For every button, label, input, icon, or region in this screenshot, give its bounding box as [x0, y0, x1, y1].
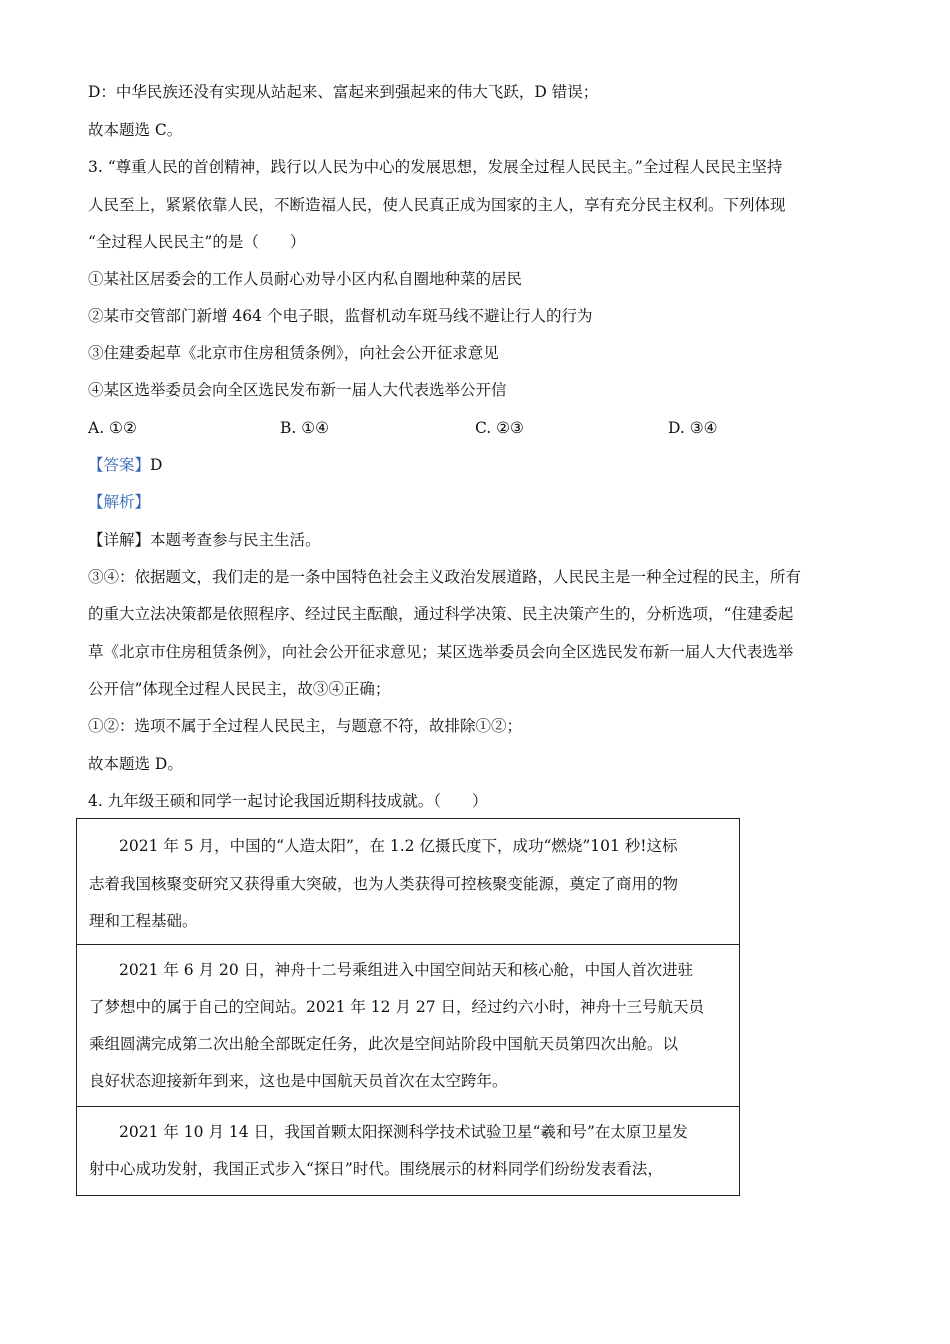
material-2-line-1: 2021 年 6 月 20 日，神舟十二号乘组进入中国空间站天和核心舱，中国人首次进驻 [119, 961, 694, 979]
q3-exclude-line: ①②：选项不属于全过程人民民主，与题意不符，故排除①②； [88, 717, 523, 735]
q4-stem: 4. 九年级王硕和同学一起讨论我国近期科技成就。（ ） [88, 792, 488, 810]
q3-stem-line-1: 3. “尊重人民的首创精神，践行以人民为中心的发展思想，发展全过程人民民主。”全过程人民民主坚持 [88, 158, 783, 176]
material-2-line-2: 了梦想中的属于自己的空间站。2021 年 12 月 27 日，经过约六小时，神舟十三号航天员 [89, 998, 705, 1016]
q3-final-answer: 故本题选 D。 [88, 755, 183, 773]
material-2-line-3: 乘组圆满完成第二次出舱全部既定任务，此次是空间站阶段中国航天员第四次出舱。以 [89, 1035, 679, 1053]
q3-stem-line-3: “全过程人民民主”的是（ ） [88, 233, 306, 251]
q4-material-table [76, 818, 740, 1196]
q3-option-a: A. ①② [88, 419, 137, 437]
q3-option-b: B. ①④ [280, 419, 330, 437]
q3-option-c: C. ②③ [475, 419, 524, 437]
q3-explain-line-3: 草《北京市住房租赁条例》，向社会公开征求意见；某区选举委员会向全区选民发布新一届人大代表选举 [88, 643, 794, 661]
answer-tag: 【答案】 [88, 456, 151, 474]
prev-option-d-explanation: D：中华民族还没有实现从站起来、富起来到强起来的伟大飞跃，D 错误； [88, 83, 599, 101]
q3-analysis-heading [88, 492, 150, 512]
q3-explain-line-4: 公开信”体现全过程人民民主，故③④正确； [88, 680, 391, 698]
prev-answer-line: 故本题选 C。 [88, 121, 183, 139]
material-cell-xihe-satellite [77, 1107, 739, 1195]
material-1-line-2: 志着我国核聚变研究又获得重大突破，也为人类获得可控核聚变能源，奠定了商用的物 [89, 875, 679, 893]
q3-item-4: ④某区选举委员会向全区选民发布新一届人大代表选举公开信 [88, 381, 507, 399]
material-3-line-1: 2021 年 10 月 14 日，我国首颗太阳探测科学技术试验卫星“羲和号”在太原卫星发 [119, 1123, 688, 1141]
q3-item-1: ①某社区居委会的工作人员耐心劝导小区内私自圈地种菜的居民 [88, 270, 523, 288]
material-cell-artificial-sun [77, 819, 739, 945]
material-cell-space-station [77, 945, 739, 1107]
q3-item-3: ③住建委起草《北京市住房租赁条例》，向社会公开征求意见 [88, 344, 499, 362]
answer-value: D [150, 456, 163, 474]
q3-answer [88, 455, 162, 475]
detail-text: 本题考查参与民主生活。 [150, 531, 321, 549]
q3-option-d: D. ③④ [668, 419, 718, 437]
q3-explain-line-1: ③④：依据题文，我们走的是一条中国特色社会主义政治发展道路，人民民主是一种全过程的民主，所有 [88, 568, 802, 586]
detail-tag: 【详解】 [88, 531, 151, 549]
analysis-tag: 【解析】 [88, 493, 151, 511]
material-3-line-2: 射中心成功发射，我国正式步入“探日”时代。围绕展示的材料同学们纷纷发表看法， [89, 1160, 663, 1178]
q3-item-2: ②某市交管部门新增 464 个电子眼，监督机动车斑马线不避让行人的行为 [88, 307, 593, 325]
material-2-line-4: 良好状态迎接新年到来，这也是中国航天员首次在太空跨年。 [89, 1072, 508, 1090]
q3-explain-line-2: 的重大立法决策都是依照程序、经过民主酝酿，通过科学决策、民主决策产生的，分析选项，“住建委起 [88, 605, 794, 623]
q3-stem-line-2: 人民至上，紧紧依靠人民，不断造福人民，使人民真正成为国家的主人，享有充分民主权利。下列体现 [88, 196, 786, 214]
material-1-line-3: 理和工程基础。 [89, 912, 198, 930]
q3-detail [88, 530, 321, 550]
material-1-line-1: 2021 年 5 月，中国的“人造太阳”，在 1.2 亿摄氏度下，成功“燃烧”101 秒!这标 [119, 837, 678, 855]
